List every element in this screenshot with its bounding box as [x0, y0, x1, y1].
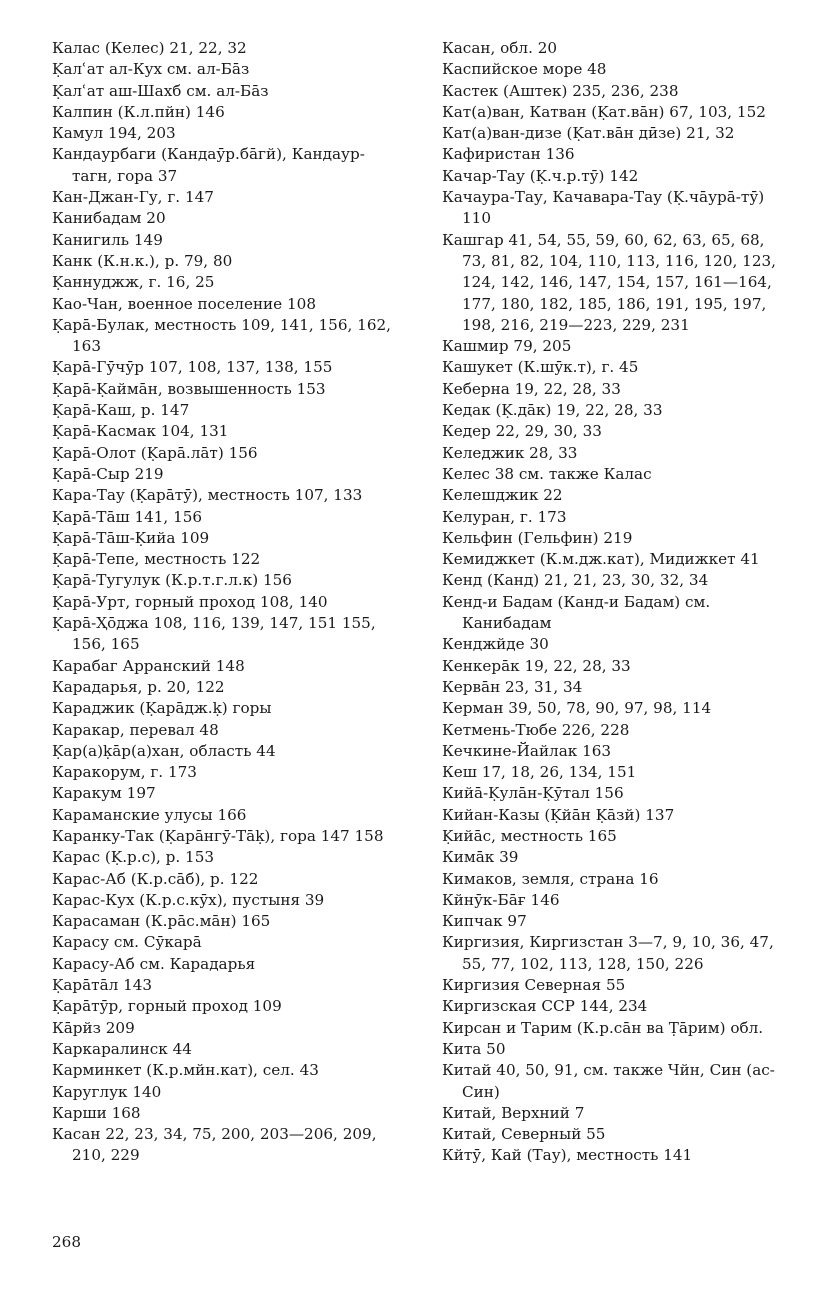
index-entry: Кашукет (К.шӯк.т), г. 45	[442, 358, 639, 377]
index-entry: Ḳарā-Сыр 219	[52, 464, 164, 483]
index-entry: Ḳарā-Каш, р. 147	[52, 401, 190, 420]
index-entry: Кирсан и Тарим (К.р.сāн ва Ṭāрим) обл.	[442, 1018, 764, 1037]
index-entry: Канибадам 20	[52, 209, 166, 228]
index-column-left	[52, 38, 398, 1167]
index-entry: Ḳийāс, местность 165	[442, 826, 617, 845]
index-entry: Калпин (К.л.пйн) 146	[52, 102, 225, 121]
index-entry: Каракорум, г. 173	[52, 763, 197, 782]
index-entry: Кандаурбаги (Кандаӯр.бāгй), Кандаур-тагн, гора 37	[52, 145, 365, 185]
index-entry: Ḳалʿат ал-Кух см. ал-Бāз	[52, 60, 250, 79]
index-entry: Каранку-Так (Ḳарāнгӯ-Тāḳ), гора 147 158	[52, 826, 384, 845]
index-entry: Кийан-Казы (Ḳйāн Ḳāзй) 137	[442, 805, 675, 824]
index-entry: Кенкерāк 19, 22, 28, 33	[442, 656, 631, 675]
index-entry: Кеберна 19, 22, 28, 33	[442, 379, 621, 398]
index-entry: Кат(а)ван-дизе (Ḳат.вāн дӣзе) 21, 32	[442, 124, 735, 143]
index-entry: Кипчак 97	[442, 912, 527, 931]
index-entry: Каракар, перевал 48	[52, 720, 219, 739]
index-entry: Киргизия, Киргизстан 3—7, 9, 10, 36, 47, 55, 77, 102, 113, 128, 150, 226	[442, 933, 774, 973]
index-entry: Кат(а)ван, Катван (Ḳат.вāн) 67, 103, 152	[442, 102, 766, 121]
index-entry: Кедак (Ḳ.дāк) 19, 22, 28, 33	[442, 401, 663, 420]
index-entry: Карасу-Аб см. Карадарья	[52, 954, 256, 973]
index-entry: Кельфин (Гельфин) 219	[442, 528, 633, 547]
index-entry: Кара-Тау (Ḳарāтӯ), местность 107, 133	[52, 486, 363, 505]
index-entry: Кеш 17, 18, 26, 134, 151	[442, 763, 637, 782]
index-entry: Кенджйде 30	[442, 635, 549, 654]
index-entry: Кечкине-Йайлак 163	[442, 741, 612, 760]
index-entry: Киргизская ССР 144, 234	[442, 997, 648, 1016]
index-entry: Карас-Аб (К.р.сāб), р. 122	[52, 869, 259, 888]
index-entry: Киргизия Северная 55	[442, 976, 626, 995]
index-entry: Касан, обл. 20	[442, 39, 558, 57]
index-entry: Канк (К.н.к.), р. 79, 80	[52, 251, 233, 270]
index-entry: Камул 194, 203	[52, 124, 176, 143]
index-entry: Кемиджкет (К.м.дж.кат), Мидижкет 41	[442, 550, 760, 569]
index-entry: Кйнӯк-Бāғ 146	[442, 890, 560, 909]
index-entry: Кастек (Аштек) 235, 236, 238	[442, 81, 679, 100]
index-entry: Карас (Ḳ.р.с), р. 153	[52, 848, 215, 867]
index-entry: Кийā-Ḳулāн-Ḳӯтал 156	[442, 784, 624, 803]
index-entry: Кенд-и Бадам (Канд-и Бадам) см. Канибадам	[442, 592, 711, 633]
index-entry: Касан 22, 23, 34, 75, 200, 203—206, 209, 210, 229	[52, 1125, 377, 1165]
index-entry: Ḳар(а)ḳāр(а)хан, область 44	[52, 741, 276, 760]
index-entry: Караманские улусы 166	[52, 805, 247, 824]
index-entry: Келес 38 см. также Калас	[442, 464, 652, 483]
index-entry: Ḳарā-Олот (Ḳарā.лāт) 156	[52, 443, 258, 462]
index-entry: Ḳарā-Тепе, местность 122	[52, 550, 261, 569]
index-column-right	[442, 38, 788, 1167]
index-entry: Кāрйз 209	[52, 1018, 135, 1037]
index-entry: Ḳарāтāл 143	[52, 976, 153, 995]
index-entry: Келуран, г. 173	[442, 507, 567, 526]
index-entry: Кашгар 41, 54, 55, 59, 60, 62, 63, 65, 68, 73, 81, 82, 104, 110, 113, 116, 120, 123, 124, 142, 146, 147, 154, 157, 161—164, 177, 180, 182, 185, 186, 191, 195, 197, 198, 216, 219—223, 229, 231	[442, 230, 776, 334]
index-entry: Келеджик 28, 33	[442, 443, 578, 462]
index-entry: Кйтӯ, Кай (Тау), местность 141	[442, 1146, 693, 1165]
index-entry: Каракум 197	[52, 784, 156, 803]
index-entry: Кимаков, земля, страна 16	[442, 869, 659, 888]
index-entry: Кита 50	[442, 1039, 506, 1058]
index-entry: Карши 168	[52, 1103, 141, 1122]
index-entry: Кенд (Канд) 21, 21, 23, 30, 32, 34	[442, 571, 709, 590]
index-entry: Ḳарāтӯр, горный проход 109	[52, 997, 282, 1016]
index-entry: Караджик (Ḳарāдж.ḳ) горы	[52, 699, 272, 718]
index-entry: Ḳарā-Тугулук (К.р.т.г.л.к) 156	[52, 571, 292, 590]
page-number: 268	[52, 1233, 81, 1251]
index-entry: Карасу см. Сӯкарā	[52, 933, 202, 952]
index-entry: Китай, Северный 55	[442, 1125, 606, 1144]
index-entry: Ḳарā-Касмак 104, 131	[52, 422, 229, 441]
index-entry: Кервāн 23, 31, 34	[442, 677, 583, 696]
index-entry: Кедер 22, 29, 30, 33	[442, 422, 602, 441]
index-entry: Китай 40, 50, 91, см. также Чйн, Син (ас-Син)	[442, 1061, 775, 1101]
index-entry: Карадарья, р. 20, 122	[52, 677, 225, 696]
index-entry: Качаура-Тау, Качавара-Тау (Ḳ.чāурā-тӯ) 110	[442, 188, 765, 228]
index-entry: Као-Чан, военное поселение 108	[52, 294, 316, 313]
index-entry: Калас (Келес) 21, 22, 32	[52, 39, 247, 57]
index-entry: Ḳарā-Тāш 141, 156	[52, 507, 203, 526]
index-entry: Карасаман (К.рāс.мāн) 165	[52, 912, 271, 931]
index-entry: Качар-Тау (Ḳ.ч.р.тӯ) 142	[442, 166, 639, 185]
index-entry: Ḳарā-Ҳōджа 108, 116, 139, 147, 151 155, 156, 165	[52, 614, 376, 654]
index-entry: Ḳарā-Урт, горный проход 108, 140	[52, 592, 328, 611]
index-entry: Канигиль 149	[52, 230, 163, 249]
index-entry: Ḳарā-Тāш-Ḳийа 109	[52, 528, 210, 547]
index-entry: Ḳарā-Гӯчӯр 107, 108, 137, 138, 155	[52, 358, 333, 377]
index-entry: Ḳаннуджж, г. 16, 25	[52, 273, 215, 292]
index-entry: Ḳарā-Ḳаймāн, возвышенность 153	[52, 379, 326, 398]
index-entry: Ḳарā-Булак, местность 109, 141, 156, 162, 163	[52, 315, 391, 356]
index-entry: Карабаг Арранский 148	[52, 656, 245, 675]
index-entry: Каруглук 140	[52, 1082, 162, 1101]
index-entry: Каспийское море 48	[442, 60, 607, 79]
index-entry: Карас-Кух (К.р.с.кӯх), пустыня 39	[52, 890, 325, 909]
index-entry: Ḳалʿат аш-Шахб см. ал-Бāз	[52, 81, 269, 100]
index-entry: Кимāк 39	[442, 848, 519, 867]
index-entry: Карминкет (К.р.мйн.кат), сел. 43	[52, 1061, 319, 1080]
index-entry: Кафиристан 136	[442, 145, 575, 164]
index-entry: Кан-Джан-Гу, г. 147	[52, 188, 214, 207]
index-entry: Китай, Верхний 7	[442, 1103, 585, 1122]
index-entry: Керман 39, 50, 78, 90, 97, 98, 114	[442, 699, 712, 718]
index-entry: Кашмир 79, 205	[442, 337, 572, 356]
index-entry: Каркаралинск 44	[52, 1039, 192, 1058]
index-entry: Келешджик 22	[442, 486, 563, 505]
index-entry: Кетмень-Тюбе 226, 228	[442, 720, 630, 739]
